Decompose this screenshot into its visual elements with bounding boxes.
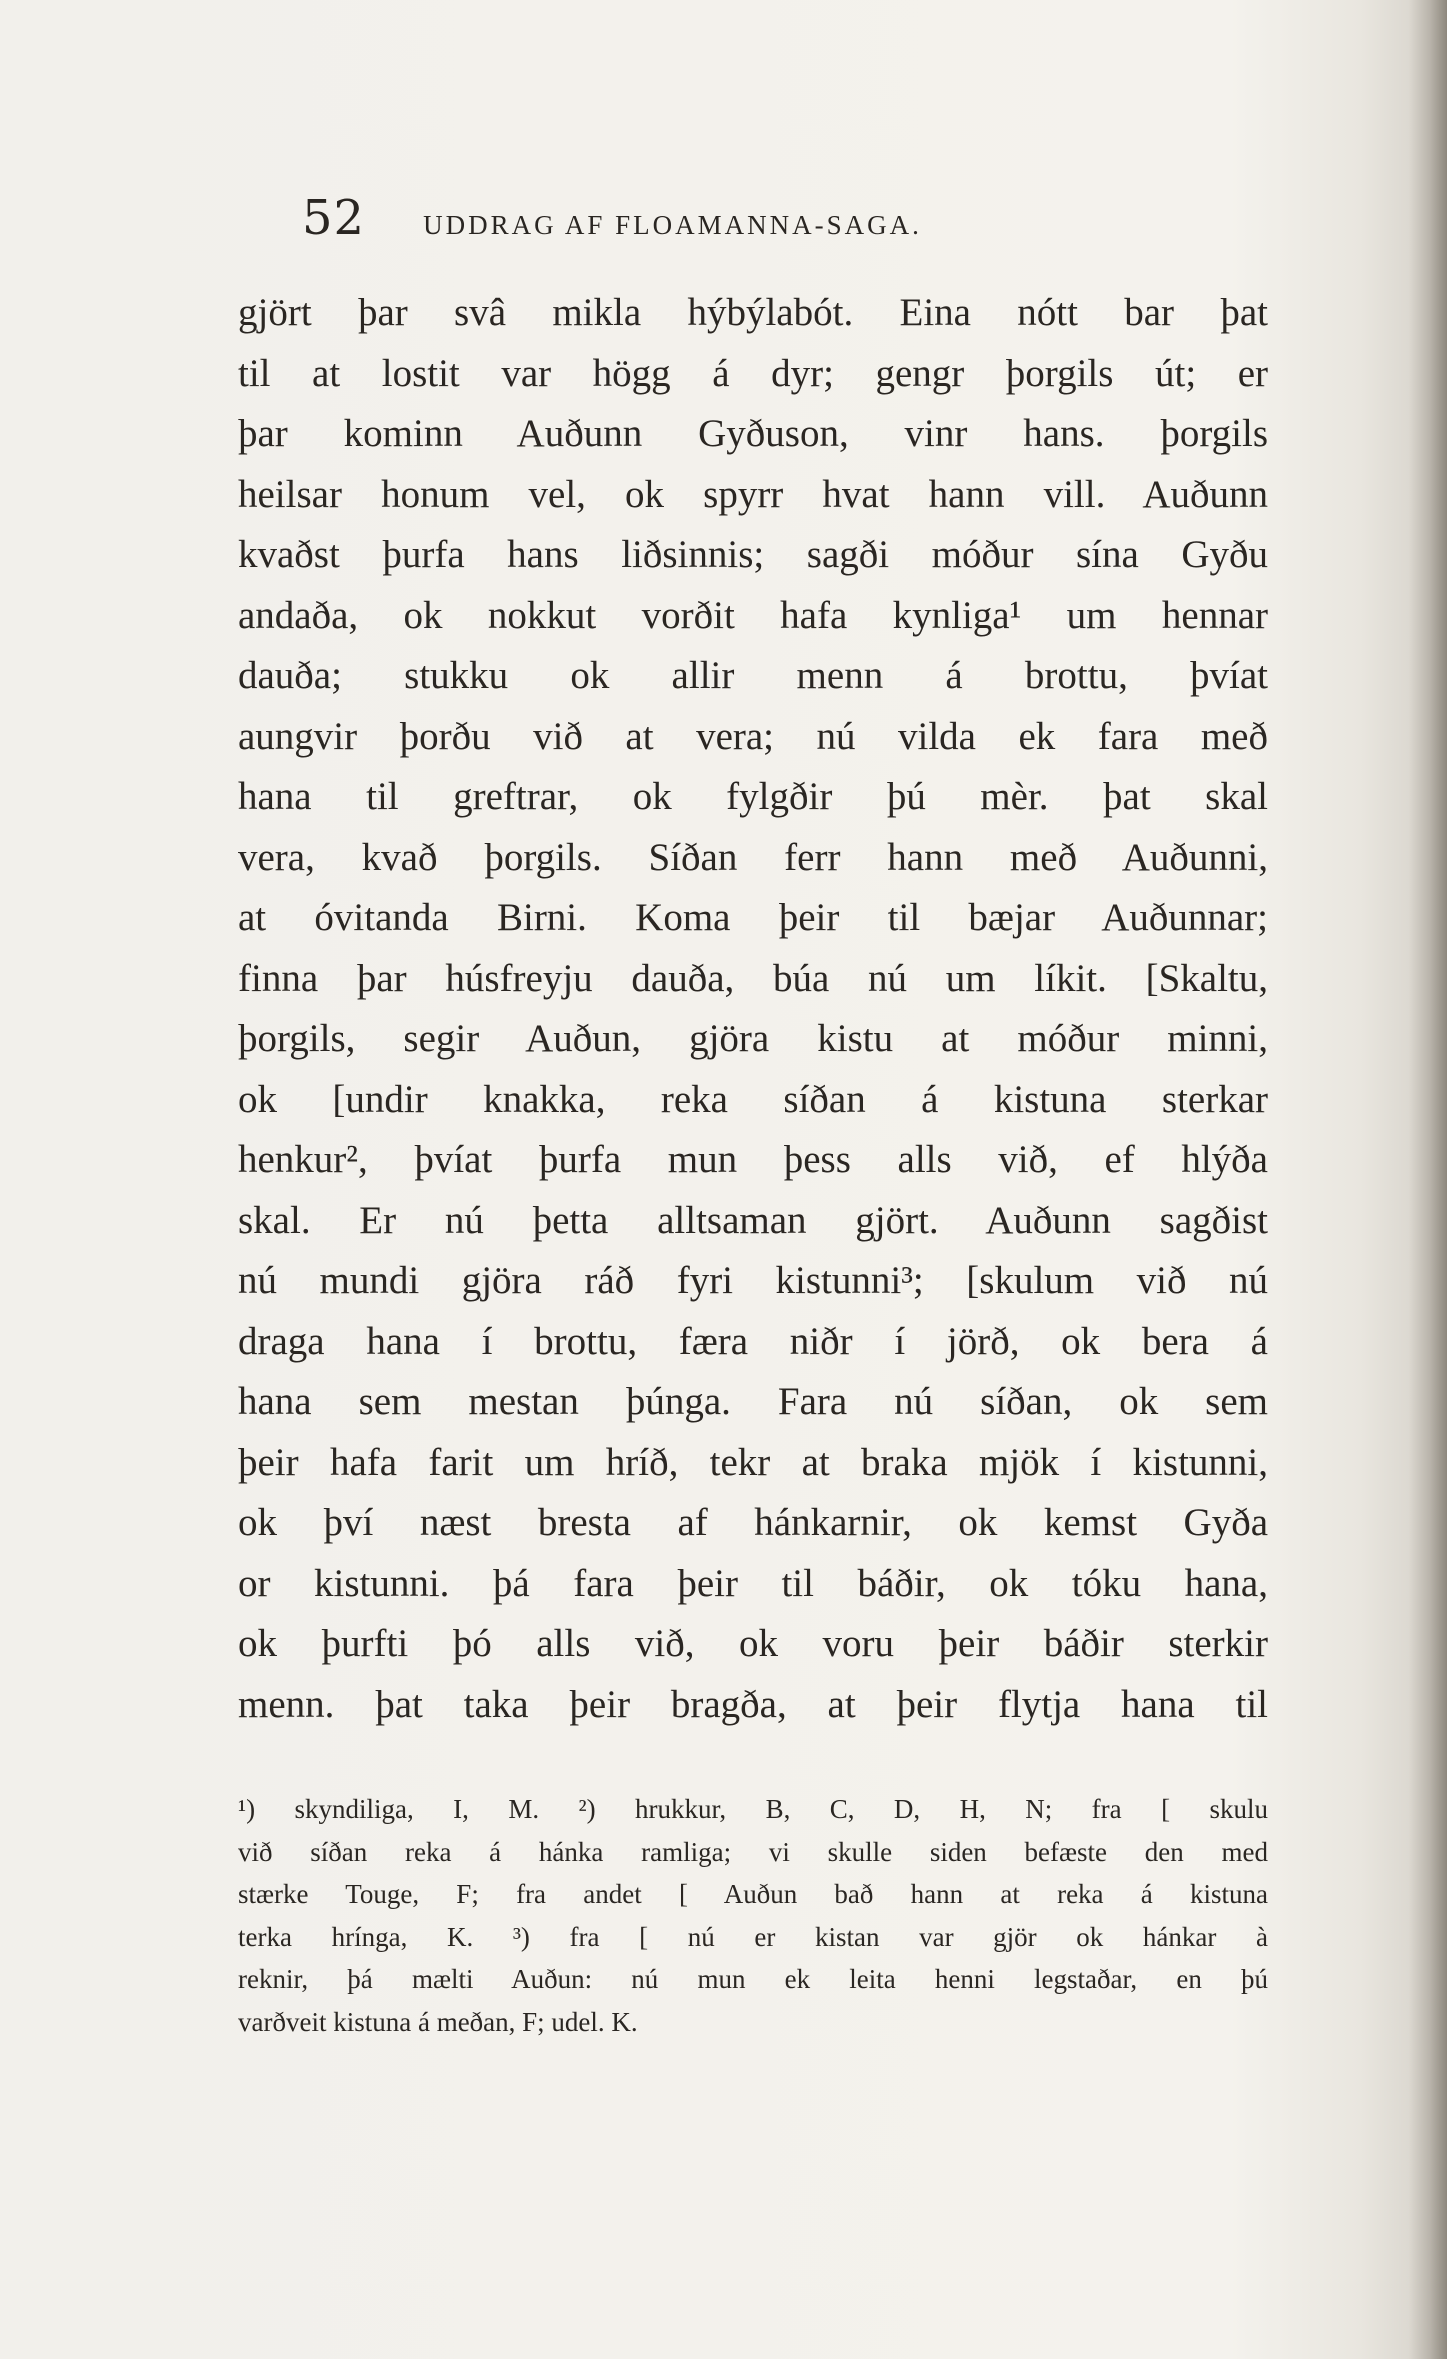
text-line: kvaðst þurfa hans liðsinnis; sagði móður sína Gyðu bbox=[238, 533, 1268, 576]
text-line: finna þar húsfreyju dauða, búa nú um líkit. [Skaltu, bbox=[238, 956, 1268, 1000]
text-line: nú mundi gjöra ráð fyri kistunni³; [skulum við nú bbox=[238, 1259, 1268, 1302]
text-line: ok [undir knakka, reka síðan á kistuna sterkar bbox=[238, 1077, 1268, 1121]
text-line: at óvitanda Birni. Koma þeir til bæjar Auðunnar; bbox=[238, 896, 1268, 939]
text-line: ok þurfti þó alls við, ok voru þeir báðir sterkir bbox=[238, 1622, 1268, 1665]
running-head bbox=[302, 190, 922, 246]
text-line: þeir hafa farit um hríð, tekr at braka mjök í kistunni, bbox=[238, 1440, 1268, 1484]
text-line: vera, kvað þorgils. Síðan ferr hann með Auðunni, bbox=[238, 835, 1268, 879]
text-line: dauða; stukku ok allir menn á brottu, þvíat bbox=[238, 654, 1268, 697]
page-number: 52 bbox=[302, 190, 366, 246]
footnote-line: við síðan reka á hánka ramliga; vi skulle siden befæste den med bbox=[238, 1836, 1268, 1867]
footnote-line: ¹) skyndiliga, I, M. ²) hrukkur, B, C, D, H, N; fra [ skulu bbox=[238, 1794, 1268, 1824]
text-line: aungvir þorðu við at vera; nú vilda ek fara með bbox=[238, 714, 1268, 758]
running-title: UDDRAG AF FLOAMANNA-SAGA. bbox=[423, 210, 922, 240]
text-line: gjört þar svâ mikla hýbýlabót. Eina nótt bar þat bbox=[238, 291, 1268, 334]
binding-edge bbox=[1409, 0, 1447, 2359]
body-text bbox=[238, 283, 1268, 1735]
text-line: skal. Er nú þetta alltsaman gjört. Auðunn sagðist bbox=[238, 1198, 1268, 1242]
footnote-line: stærke Touge, F; fra andet [ Auðun bað hann at reka á kistuna bbox=[238, 1879, 1268, 1909]
text-line: henkur², þvíat þurfa mun þess alls við, ef hlýða bbox=[238, 1138, 1268, 1181]
text-line: or kistunni. þá fara þeir til báðir, ok tóku hana, bbox=[238, 1561, 1268, 1605]
text-line: draga hana í brottu, færa niðr í jörð, ok bera á bbox=[238, 1319, 1268, 1363]
text-line: hana til greftrar, ok fylgðir þú mèr. þat skal bbox=[238, 775, 1268, 818]
text-line: þorgils, segir Auðun, gjöra kistu at móður minni, bbox=[238, 1017, 1268, 1060]
text-line: andaða, ok nokkut vorðit hafa kynliga¹ um hennar bbox=[238, 593, 1268, 637]
footnote-line: varðveit kistuna á meðan, F; udel. K. bbox=[238, 2006, 638, 2037]
text-line: til at lostit var högg á dyr; gengr þorgils út; er bbox=[238, 351, 1268, 395]
text-line: hana sem mestan þúnga. Fara nú síðan, ok sem bbox=[238, 1380, 1268, 1423]
text-line: ok því næst bresta af hánkarnir, ok kemst Gyða bbox=[238, 1501, 1268, 1544]
text-line: þar kominn Auðunn Gyðuson, vinr hans. þorgils bbox=[238, 412, 1268, 455]
footnote-line: terka hrínga, K. ³) fra [ nú er kistan var gjör ok hánkar à bbox=[238, 1921, 1268, 1952]
footnote-line: reknir, þá mælti Auðun: nú mun ek leita henni legstaðar, en þú bbox=[238, 1964, 1268, 1994]
footnotes bbox=[238, 1788, 1268, 2043]
text-line: menn. þat taka þeir bragða, at þeir flytja hana til bbox=[238, 1682, 1268, 1726]
text-line: heilsar honum vel, ok spyrr hvat hann vill. Auðunn bbox=[238, 472, 1268, 516]
